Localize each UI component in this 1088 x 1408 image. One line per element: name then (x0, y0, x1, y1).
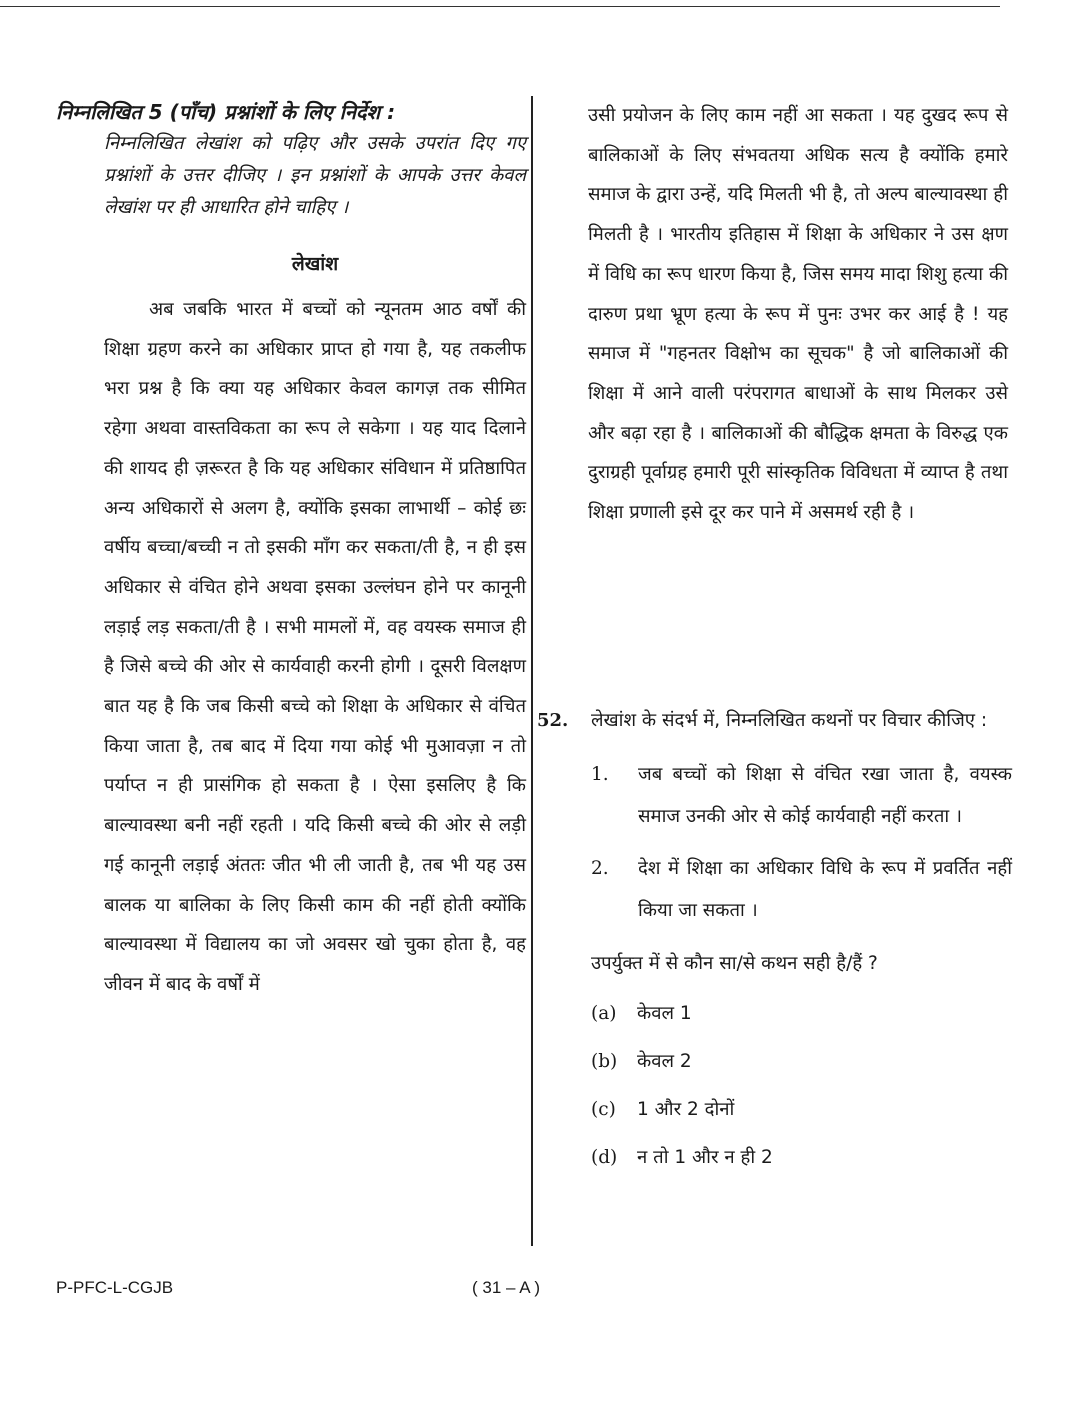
option-a[interactable] (591, 990, 1012, 1038)
option-b[interactable] (591, 1038, 1012, 1086)
instructions-body: निम्नलिखित लेखांश को पढ़िए और उसके उपरांत दिए गए प्रश्नांशों के उत्तर दीजिए । इन प्रश्नांशों के आपके उत्तर केवल लेखांश पर ही आधारित होने चाहिए । (104, 133, 526, 218)
option-text: 1 और 2 दोनों (637, 1099, 735, 1120)
option-text: केवल 1 (637, 1003, 692, 1024)
right-column (588, 96, 1008, 533)
left-column (56, 96, 526, 1005)
column-divider (531, 96, 533, 1246)
top-rule (0, 6, 1000, 7)
statement-1 (591, 754, 1012, 838)
option-label: (b) (591, 1051, 618, 1072)
instructions-title: निम्नलिखित 5 (पाँच) प्रश्नांशों के लिए निर्देश : (56, 100, 396, 124)
statement-2 (591, 848, 1012, 932)
paper-code: P-PFC-L-CGJB (56, 1278, 174, 1297)
statement-text: जब बच्चों को शिक्षा से वंचित रखा जाता है, वयस्क समाज उनकी ओर से कोई कार्यवाही नहीं करता । (638, 764, 1012, 827)
option-label: (a) (591, 1003, 617, 1024)
option-text: केवल 2 (637, 1051, 692, 1072)
question-number: 52. (537, 710, 569, 731)
statement-number: 1. (591, 764, 609, 785)
passage-text-right: उसी प्रयोजन के लिए काम नहीं आ सकता । यह दुखद रूप से बालिकाओं के लिए संभवतया अधिक सत्य है क्योंकि हमारे समाज के द्वारा उन्हें, यदि मिलती भी है, तो अल्प बाल्यावस्था ही मिलती है । भारतीय इतिहास में शिक्षा के अधिकार ने उस क्षण में विधि का रूप धारण किया है, जिस समय मादा शिशु हत्या की दारुण प्रथा भ्रूण हत्या के रूप में पुनः उभर कर आई है ! यह समाज में "गहनतर विक्षोभ का सूचक" है जो बालिकाओं की शिक्षा में आने वाली परंपरागत बाधाओं के साथ मिलकर उसे और बढ़ा रहा है । बालिकाओं की बौद्धिक क्षमता के विरुद्ध एक दुराग्रही पूर्वाग्रह हमारी पूरी सांस्कृतिक विविधता में व्याप्त है तथा शिक्षा प्रणाली इसे दूर कर पाने में असमर्थ रही है । (588, 105, 1008, 524)
option-c[interactable] (591, 1086, 1012, 1134)
option-label: (d) (591, 1147, 618, 1168)
statement-number: 2. (591, 858, 609, 879)
question-stem: लेखांश के संदर्भ में, निम्नलिखित कथनों पर विचार कीजिए : (591, 710, 988, 731)
statement-text: देश में शिक्षा का अधिकार विधि के रूप में प्रवर्तित नहीं किया जा सकता । (638, 858, 1012, 921)
passage-text-left: अब जबकि भारत में बच्चों को न्यूनतम आठ वर्षों की शिक्षा ग्रहण करने का अधिकार प्राप्त हो गया है, यह तकलीफ भरा प्रश्न है कि क्या यह अधिकार केवल कागज़ तक सीमित रहेगा अथवा वास्तविकता का रूप ले सकेगा । यह याद दिलाने की शायद ही ज़रूरत है कि यह अधिकार संविधान में प्रतिष्ठापित अन्य अधिकारों से अलग है, क्योंकि इसका लाभार्थी – कोई छः वर्षीय बच्चा/बच्ची न तो इसकी माँग कर सकता/ती है, न ही इस अधिकार से वंचित होने अथवा इसका उल्लंघन होने पर कानूनी लड़ाई लड़ सकता/ती है । सभी मामलों में, वह वयस्क समाज ही है जिसे बच्चे की ओर से कार्यवाही करनी होगी । दूसरी विलक्षण बात यह है कि जब किसी बच्चे को शिक्षा के अधिकार से वंचित किया जाता है, तब बाद में दिया गया कोई भी मुआवज़ा न तो पर्याप्त न ही प्रासंगिक हो सकता है । ऐसा इसलिए है कि बाल्यावस्था बनी नहीं रहती । यदि किसी बच्चे की ओर से लड़ी गई कानूनी लड़ाई अंततः जीत भी ली जाती है, तब भी यह उस बालक या बालिका के लिए किसी काम की नहीं होती क्योंकि बाल्यावस्था में विद्यालय का जो अवसर खो चुका होता है, वह जीवन में बाद के वर्षों में (104, 299, 526, 995)
option-d[interactable] (591, 1134, 1012, 1182)
option-label: (c) (591, 1099, 616, 1120)
question-52 (537, 706, 1012, 1182)
question-ask: उपर्युक्त में से कौन सा/से कथन सही है/हैं ? (591, 953, 878, 974)
option-text: न तो 1 और न ही 2 (637, 1147, 773, 1168)
page-number: ( 31 – A ) (472, 1278, 541, 1297)
passage-heading: लेखांश (291, 253, 339, 275)
